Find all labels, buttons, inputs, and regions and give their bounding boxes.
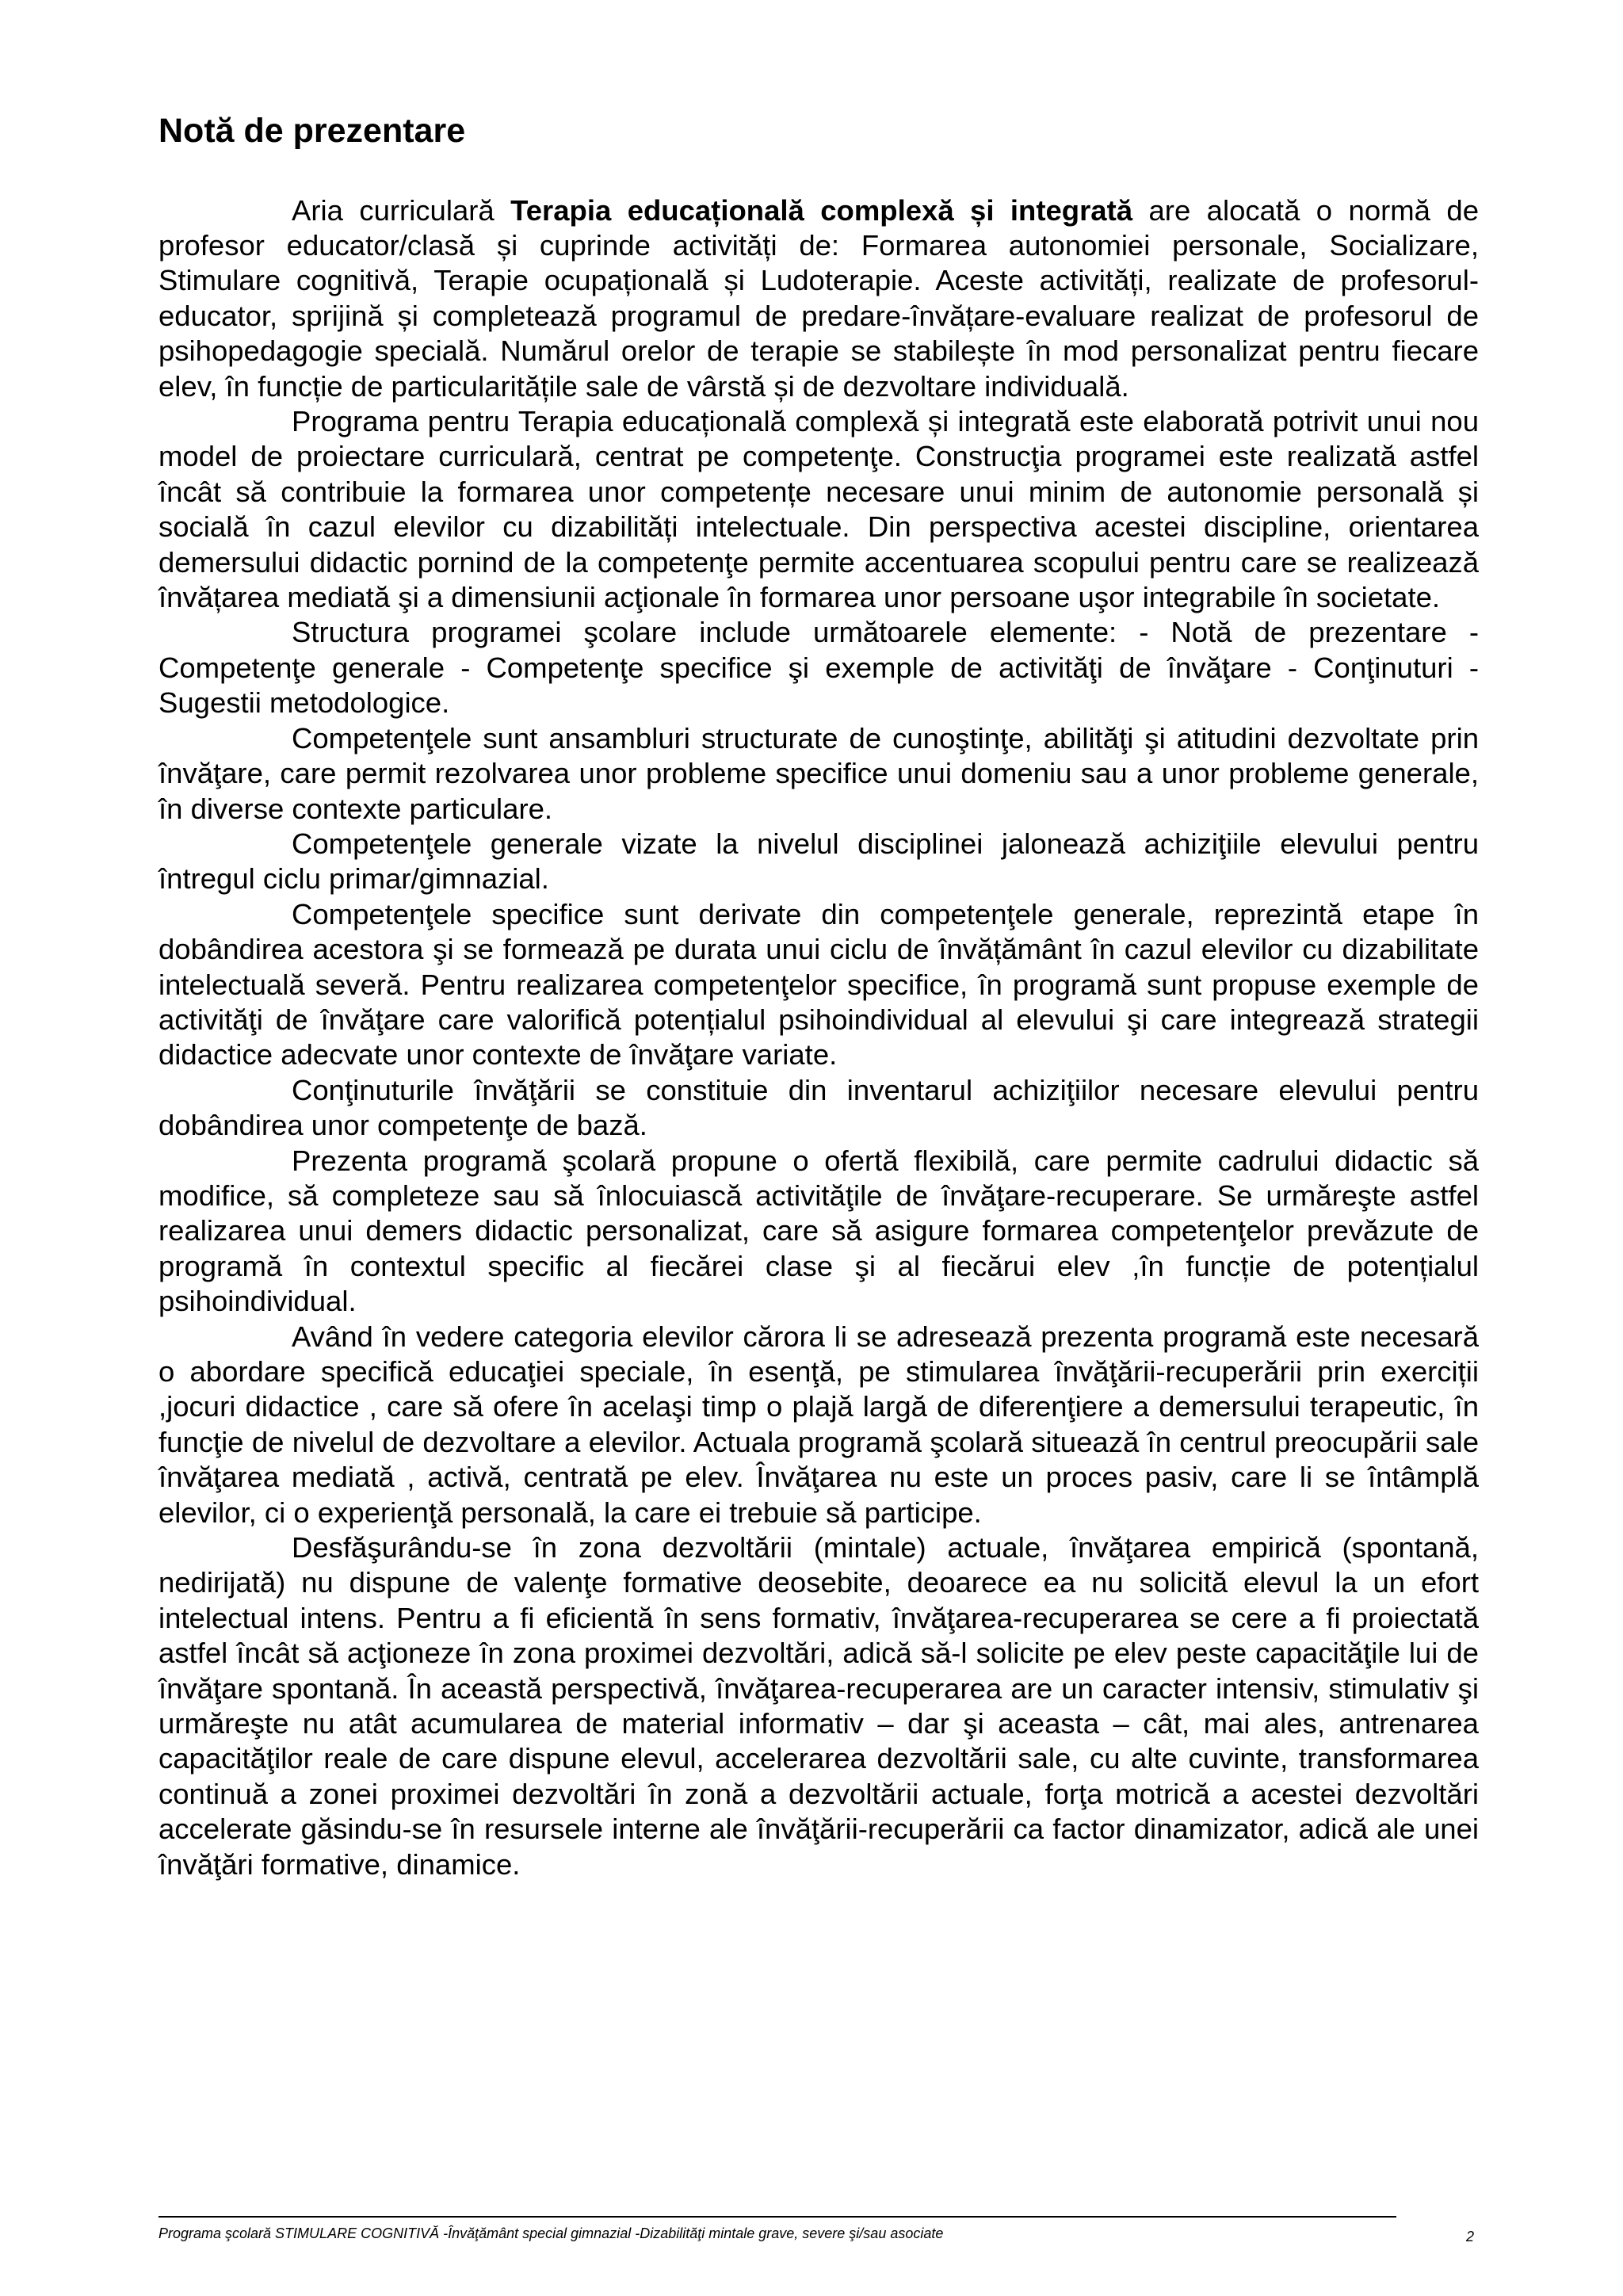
paragraph-1: [158, 193, 1479, 404]
page-title: Notă de prezentare: [158, 112, 466, 150]
paragraph-4: Competenţele sunt ansambluri structurate de cunoştinţe, abilităţi şi atitudini dezvoltate prin învăţare, care permit rezolvarea unor probleme specifice unui domeniu sau a unor probleme generale, în diverse contexte particulare.: [158, 721, 1479, 825]
footer-divider: [158, 2216, 1396, 2218]
page-number: 2: [1466, 2229, 1475, 2244]
paragraph-2: Programa pentru Terapia educațională complexă și integrată este elaborată potrivit unui nou model de proiectare curriculară, centrat pe competenţe. Construcţia programei este realizată astfel încât să contribuie la formarea unor competențe necesare unui minim de autonomie personală și socială în cazul elevilor cu dizabilități intelectuale. Din perspectiva acestei discipline, orientarea demersului didactic pornind de la competenţe permite accentuarea scopului pentru care se realizează învățarea mediată şi a dimensiunii acţionale în formarea unor persoane uşor integrabile în societate.: [158, 405, 1479, 614]
footer-text: Programa şcolară STIMULARE COGNITIVĂ -Învăţământ special gimnazial -Dizabilităţi mintale grave, severe şi/sau asociate: [158, 2225, 944, 2241]
paragraph-5: Competenţele generale vizate la nivelul disciplinei jalonează achiziţiile elevului pentru întregul ciclu primar/gimnazial.: [158, 827, 1479, 896]
paragraph-9: Având în vedere categoria elevilor cărora li se adresează prezenta programă este necesară o abordare specifică educaţiei speciale, în esenţă, pe stimularea învăţării-recuperării prin exerciții ,jocuri didactice , care să ofere în acelaşi timp o plajă largă de diferenţiere a demersului terapeutic, în funcţie de nivelul de dezvoltare a elevilor. Actuala programă şcolară situează în centrul preocupării sale învăţarea mediată , activă, centrată pe elev. Învăţarea nu este un proces pasiv, care li se întâmplă elevilor, ci o experienţă personală, la care ei trebuie să participe.: [158, 1320, 1479, 1529]
paragraph-7: Conţinuturile învăţării se constituie din inventarul achiziţiilor necesare elevului pentru dobândirea unor competenţe de bază.: [158, 1073, 1479, 1142]
paragraph-1-rest: are alocată o normă de profesor educator/clasă și cuprinde activități de: Formarea autonomiei personale, Socializare, Stimulare cognitivă, Terapie ocupațională și Ludoterapie. Aceste activități, realizate de profesorul-educator, sprijină și completează programul de predare-învățare-evaluare realizat de profesorul de psihopedagogie specială. Numărul orelor de terapie se stabilește în mod personalizat pentru fiecare elev, în funcție de particularitățile sale de vârstă și de dezvoltare individuală.: [158, 193, 1479, 403]
paragraph-6: Competenţele specifice sunt derivate din competenţele generale, reprezintă etape în dobândirea acestora şi se formează pe durata unui ciclu de învățământ în cazul elevilor cu dizabilitate intelectuală severă. Pentru realizarea competenţelor specifice, în programă sunt propuse exemple de activităţi de învăţare care valorifică potențialul psihoindividual al elevului şi care integrează strategii didactice adecvate unor contexte de învăţare variate.: [158, 897, 1479, 1072]
document-page: [158, 111, 1479, 1882]
paragraph-1-bold-term: Terapia educațională complexă și integrată: [510, 193, 1133, 227]
paragraph-10: Desfăşurându-se în zona dezvoltării (mintale) actuale, învăţarea empirică (spontană, nedirijată) nu dispune de valenţe formative deosebite, deoarece ea nu solicită elevul la un efort intelectual intens. Pentru a fi eficientă în sens formativ, învăţarea-recuperarea se cere a fi proiectată astfel încât să acţioneze în zona proximei dezvoltări, adică să-l solicite pe elev peste capacităţile lui de învăţare spontană. În această perspectivă, învăţarea-recuperarea are un caracter intensiv, stimulativ şi urmăreşte nu atât acumularea de material informativ – dar şi aceasta – cât, mai ales, antrenarea capacităţilor reale de care dispune elevul, accelerarea dezvoltării sale, cu alte cuvinte, transformarea continuă a zonei proximei dezvoltări în zonă a dezvoltării actuale, forţa motrică a acestei dezvoltări accelerate găsindu-se în resursele interne ale învăţării-recuperării ca factor dinamizator, adică ale unei învăţări formative, dinamice.: [158, 1531, 1479, 1881]
paragraph-8: Prezenta programă şcolară propune o ofertă flexibilă, care permite cadrului didactic să modifice, să completeze sau să înlocuiască activităţile de învăţare-recuperare. Se urmăreşte astfel realizarea unui demers didactic personalizat, care să asigure formarea competenţelor prevăzute de programă în contextul specific al fiecărei clase şi al fiecărui elev ,în funcție de potențialul psihoindividual.: [158, 1144, 1479, 1318]
paragraph-1-lead: Aria curriculară: [292, 193, 511, 227]
paragraph-3: Structura programei şcolare include următoarele elemente: - Notă de prezentare - Competenţe generale - Competenţe specifice şi exemple de activităţi de învăţare - Conţinuturi - Sugestii metodologice.: [158, 616, 1479, 720]
